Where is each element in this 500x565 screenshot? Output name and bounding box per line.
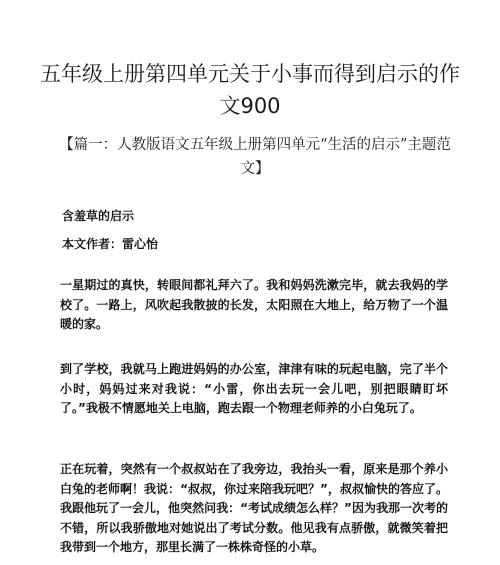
essay-title: 含羞草的启示 — [62, 209, 135, 223]
document-title: 五年级上册第四单元关于小事而得到启示的作文900 — [40, 62, 460, 118]
paragraph-1: 一星期过的真快，转眼间都礼拜六了。我和妈妈洗漱完毕，就去我妈的学校了。一路上，风吹起我散披的长发，太阳照在大地上，给万物了一个温暖的家。 — [60, 278, 448, 332]
document-subtitle: 【篇一：人教版语文五年级上册第四单元“生活的启示”主题范文】 — [59, 137, 451, 177]
author-line: 本文作者：雷心怡 — [62, 237, 159, 251]
paragraph-3: 正在玩着，突然有一个叔叔站在了我旁边，我抬头一看，原来是那个养小白兔的老师啊！我说：“叔叔，你过来陪我玩吧？”，叔叔愉快的答应了。我跟他玩了一会儿，他突然问我：“考试成绩怎么样？”因为我那一次考的不错，所以我骄傲地对她说出了考试分数。他见我有点骄傲，就微笑着把我带到一个地方，那里长满了一株株奇怪的小草。 — [60, 462, 448, 555]
paragraph-2: 到了学校，我就马上跑进妈妈的办公室，津津有味的玩起电脑，完了半个小时，妈妈过来对我说：“小雷，你出去玩一会儿吧，别把眼睛盯坏了。”我极不情愿地关上电脑，跑去跟一个物理老师养的小白兔玩了。 — [60, 362, 448, 416]
